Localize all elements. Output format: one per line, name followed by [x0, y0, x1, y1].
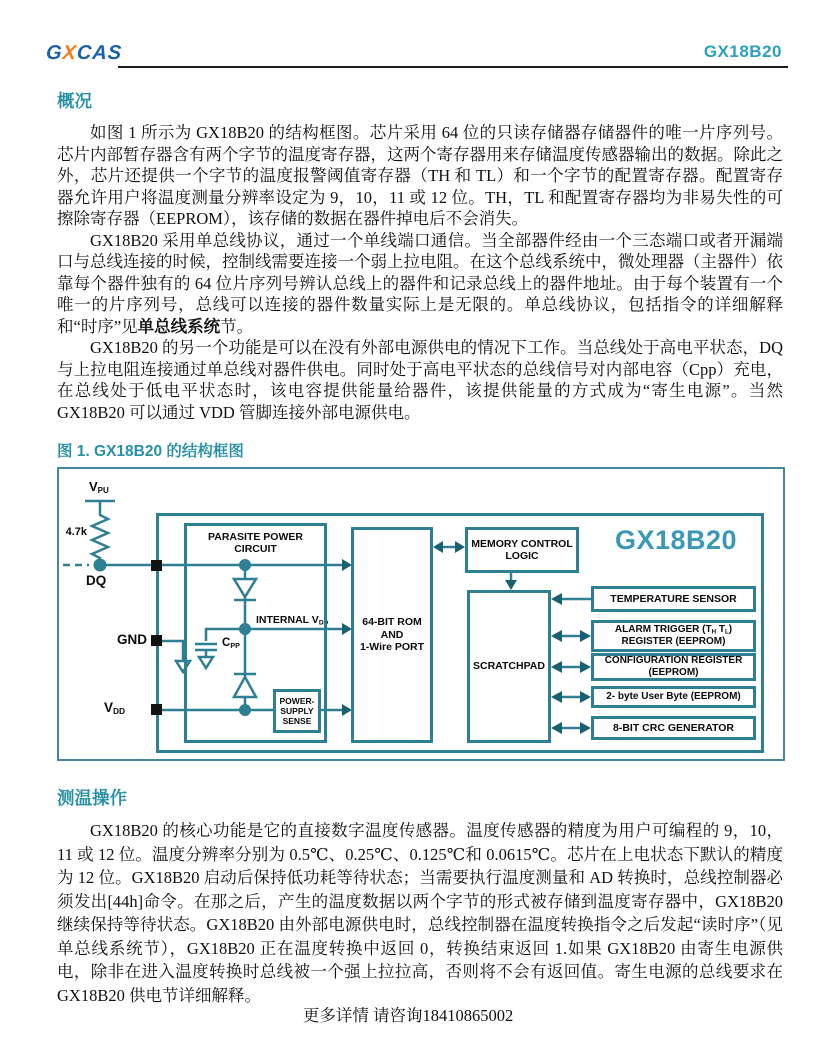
crc-generator-label: 8-BIT CRC GENERATOR: [613, 721, 734, 734]
user-byte-box: [591, 686, 756, 708]
logo-letter-g: G: [45, 42, 64, 64]
temperature-sensor-label: TEMPERATURE SENSOR: [610, 592, 737, 605]
alarm-trigger-line2: REGISTER (EEPROM): [621, 636, 726, 648]
internal-vdd-label-main: INTERNAL V: [256, 614, 319, 626]
gnd-label: GND: [117, 632, 147, 647]
overview-paragraph-3: GX18B20 的另一个功能是可以在没有外部电源供电的情况下工作。当总线处于高电平状态，DQ 与上拉电阻连接通过单总线对器件供电。同时处于高电平状态的总线信号对内部电容（Cpp）充电，在总线处于低电平状态时，该电容提供能量给器件，该提供能量的方式成为“寄生电源”。当然 GX18B20 可以通过 VDD 管脚连接外部电源供电。: [57, 338, 783, 422]
alarm-pre: ALARM TRIGGER (T: [614, 624, 712, 636]
logo-letter-x: X: [61, 42, 78, 64]
vdd-pin: [151, 704, 162, 715]
configuration-register-box: [591, 653, 756, 681]
block-diagram-figure: [57, 467, 785, 761]
header-rule: [118, 66, 788, 68]
resistor-symbol: [92, 509, 108, 565]
measure-paragraph-1: GX18B20 的核心功能是它的直接数字温度传感器。温度传感器的精度为用户可编程的 9，10，11 或 12 位。温度分辨率分别为 0.5℃、0.25℃、0.125℃和 0.0615℃。芯片在上电状态下默认的精度为 12 位。GX18B20 启动后保持低功耗等待状态；当需要执行温度测量和 AD 转换时，总线控制器必须发出[44h]命令。在那之后，产生的温度数据以两个字节的形式被存储到温度寄存器中，GX18B20 继续保持等待状态。GX18B20 由外部电源供电时，总线控制器在温度转换指令之后发起“读时序”（见单总线系统节），GX18B20 正在温度转换中返回 0，转换结束返回 1.如果 GX18B20 由寄生电源供电，除非在进入温度转换时总线被一个强上拉拉高，否则将不会有返回值。寄生电源的总线要求在 GX18B20 供电节详细解释。: [57, 821, 783, 1005]
alarm-sub-l: L: [724, 628, 729, 636]
overview-p2-bold: 单总线系统: [137, 316, 221, 336]
power-supply-sense-box: [273, 689, 321, 733]
vpu-supply-symbol: [85, 501, 115, 509]
overview-paragraph-2: [57, 230, 783, 338]
mcl-line2: LOGIC: [505, 550, 539, 562]
rom-line1: 64-BIT ROM: [362, 616, 422, 629]
rom-line3: 1-Wire PORT: [359, 641, 425, 654]
figure-caption: 图 1. GX18B20 的结构框图: [57, 443, 244, 460]
alarm-trigger-line1: [615, 624, 732, 636]
gxcas-logo: [45, 42, 123, 65]
alarm-sub-h: H: [711, 628, 717, 636]
temperature-sensor-box: [591, 586, 756, 612]
alarm-mid: T: [716, 624, 725, 636]
measure-heading: 测温操作: [57, 788, 127, 808]
mcl-line1: MEMORY CONTROL: [471, 537, 573, 550]
pss-line3: SENSE: [282, 716, 312, 726]
user-byte-label: 2- byte User Byte (EEPROM): [606, 691, 741, 703]
vpu-label: [89, 479, 109, 495]
doc-title: GX18B20: [703, 42, 782, 61]
alarm-trigger-box: [591, 620, 756, 652]
internal-vdd-label-sub: DD: [318, 619, 329, 627]
rom-box: [351, 527, 433, 743]
overview-heading: 概况: [57, 91, 92, 111]
vdd-label: [104, 700, 125, 716]
page-header: [46, 40, 788, 66]
memory-control-logic-box: [465, 527, 579, 573]
dq-pin: [151, 560, 162, 571]
footer-contact: 更多详情 请咨询18410865002: [302, 1006, 514, 1025]
overview-p2-pre: GX18B20 采用单总线协议，通过一个单线端口通信。当全部器件经由一个三态端口或者开漏端口与总线连接的时候，控制线需要连接一个弱上拉电阻。在这个总线系统中，微处理器（主器件）依靠每个器件独有的 64 位片序列号辨认总线上的器件和记录总线上的器件地址。由于每个装置有一个唯一的片序列号，总线可以连接的器件数量实际上是无限的。单总线协议，包括指令的详细解释和“时序”见: [57, 230, 783, 336]
config-line1: CONFIGURATION REGISTER: [604, 655, 743, 667]
dq-label: DQ: [86, 573, 107, 588]
vpu-label-sub: PU: [97, 486, 109, 495]
overview-paragraph-1: 如图 1 所示为 GX18B20 的结构框图。芯片采用 64 位的只读存储器存储器件的唯一片序列号。芯片内部暂存器含有两个字节的温度寄存器，这两个寄存器用来存储温度传感器输出的数据。除此之外，芯片还提供一个字节的温度报警阈值寄存器（TH 和 TL）和一个字节的配置寄存器。配置寄存器允许用户将温度测量分辨率设定为 9，10，11 或 12 位。TH，TL 和配置寄存器均为非易失性的可擦除寄存器（EEPROM），该存储的数据在器件掉电后不会消失。: [57, 123, 783, 228]
alarm-post: ): [728, 624, 733, 636]
crc-generator-box: [591, 716, 756, 740]
vdd-label-main: V: [104, 700, 114, 715]
overview-p2-post: 节。: [220, 316, 254, 336]
logo-letters-cas: CAS: [76, 42, 123, 64]
vdd-label-sub: DD: [113, 706, 126, 717]
vpu-label-main: V: [89, 479, 98, 494]
parasite-power-line1: PARASITE POWER: [208, 531, 303, 543]
scratchpad-box: [467, 590, 551, 743]
cpp-label-main: C: [222, 637, 231, 649]
cpp-label-sub: PP: [230, 641, 240, 650]
parasite-power-line2: CIRCUIT: [234, 543, 277, 556]
main-content: [57, 88, 783, 1007]
gnd-pin: [151, 635, 162, 646]
chip-name-label: GX18B20: [615, 525, 738, 555]
resistor-value-label: 4.7k: [65, 526, 87, 538]
scratchpad-label: SCRATCHPAD: [473, 660, 545, 673]
pss-line2: SUPPLY: [280, 705, 314, 716]
rom-line2: AND: [380, 628, 404, 641]
config-line2: (EEPROM): [648, 667, 699, 678]
dq-node-dot: [94, 559, 107, 572]
pss-line1: POWER-: [279, 695, 315, 706]
